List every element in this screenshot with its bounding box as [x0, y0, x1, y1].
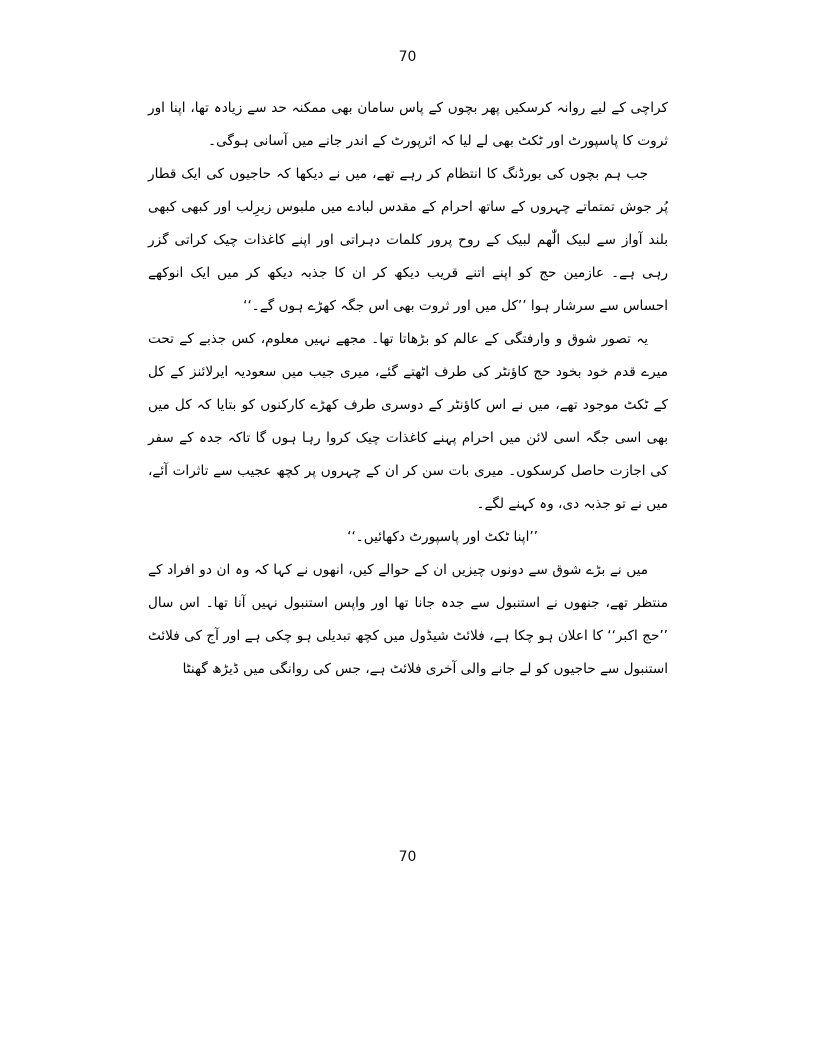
quoted-line: ’’اپنا ٹکٹ اور پاسپورٹ دکھائیں۔‘‘ — [347, 529, 538, 545]
paragraph: کراچی کے لیے روانہ کرسکیں پھر بچوں کے پاس سامان بھی ممکنہ حد سے زیادہ تھا، اپنا اور ثروت کا پاسپورٹ اور ٹکٹ بھی لے لیا کہ ائرپورٹ کے اندر جانے میں آسانی ہوگی۔ — [148, 100, 668, 149]
page-number-bottom: 70 — [398, 849, 417, 865]
paragraph: یہ تصور شوق و وارفتگی کے عالم کو بڑھاتا تھا۔ مجھے نہیں معلوم، کس جذبے کے تحت میرے قدم خود بخود حج کاؤنٹر کی طرف اٹھتے گئے، میری جیب میں سعودیہ ایرلائنز کے کل کے ٹکٹ موجود تھے، میں نے اس کاؤنٹر کے دوسری طرف کھڑے کارکنوں کو بتایا کہ کل میں بھی اسی جگہ اسی لائن میں احرام پہنے کاغذات چیک کروا رہا ہوں گا تاکہ جدہ کے سفر کی اجازت حاصل کرسکوں۔ میری بات سن کر ان کے چہروں پر کچھ عجیب سے تاثرات آئے، میں نے تو جذبہ دی، وہ کہنے لگے۔ — [148, 331, 668, 512]
body-text — [148, 92, 668, 686]
paragraph: جب ہم بچوں کی بورڈنگ کا انتظام کر رہے تھے، میں نے دیکھا کہ حاجیوں کی ایک قطار پُر جوش تمتماتے چہروں کے ساتھ احرام کے مقدس لبادے میں ملبوس زیرِلب اور کبھی کبھی بلند آواز سے لبیک الّٰھم لبیک کے روح پرور کلمات دہراتی اور اپنے کاغذات چیک کراتی گزر رہی ہے۔ عازمین حج کو اپنے اتنے قریب دیکھ کر ان کا جذبہ دیکھ کر میں ایک انوکھے احساس سے سرشار ہوا ’’کل میں اور ثروت بھی اس جگہ کھڑے ہوں گے۔‘‘ — [148, 166, 668, 314]
paragraph: میں نے بڑے شوق سے دونوں چیزیں ان کے حوالے کیں، انھوں نے کہا کہ وہ ان دو افراد کے منتظر تھے، جنھوں نے استنبول سے جدہ جانا تھا اور واپس استنبول نہیں آنا تھا۔ اس سال ’’حج اکبر‘‘ کا اعلان ہو چکا ہے، فلائٹ شیڈول میں کچھ تبدیلی ہو چکی ہے اور آج کی فلائٹ استنبول سے حاجیوں کو لے جانے والی آخری فلائٹ ہے، جس کی روانگی میں ڈیڑھ گھنٹا — [148, 562, 668, 677]
page-number-top: 70 — [398, 49, 417, 65]
